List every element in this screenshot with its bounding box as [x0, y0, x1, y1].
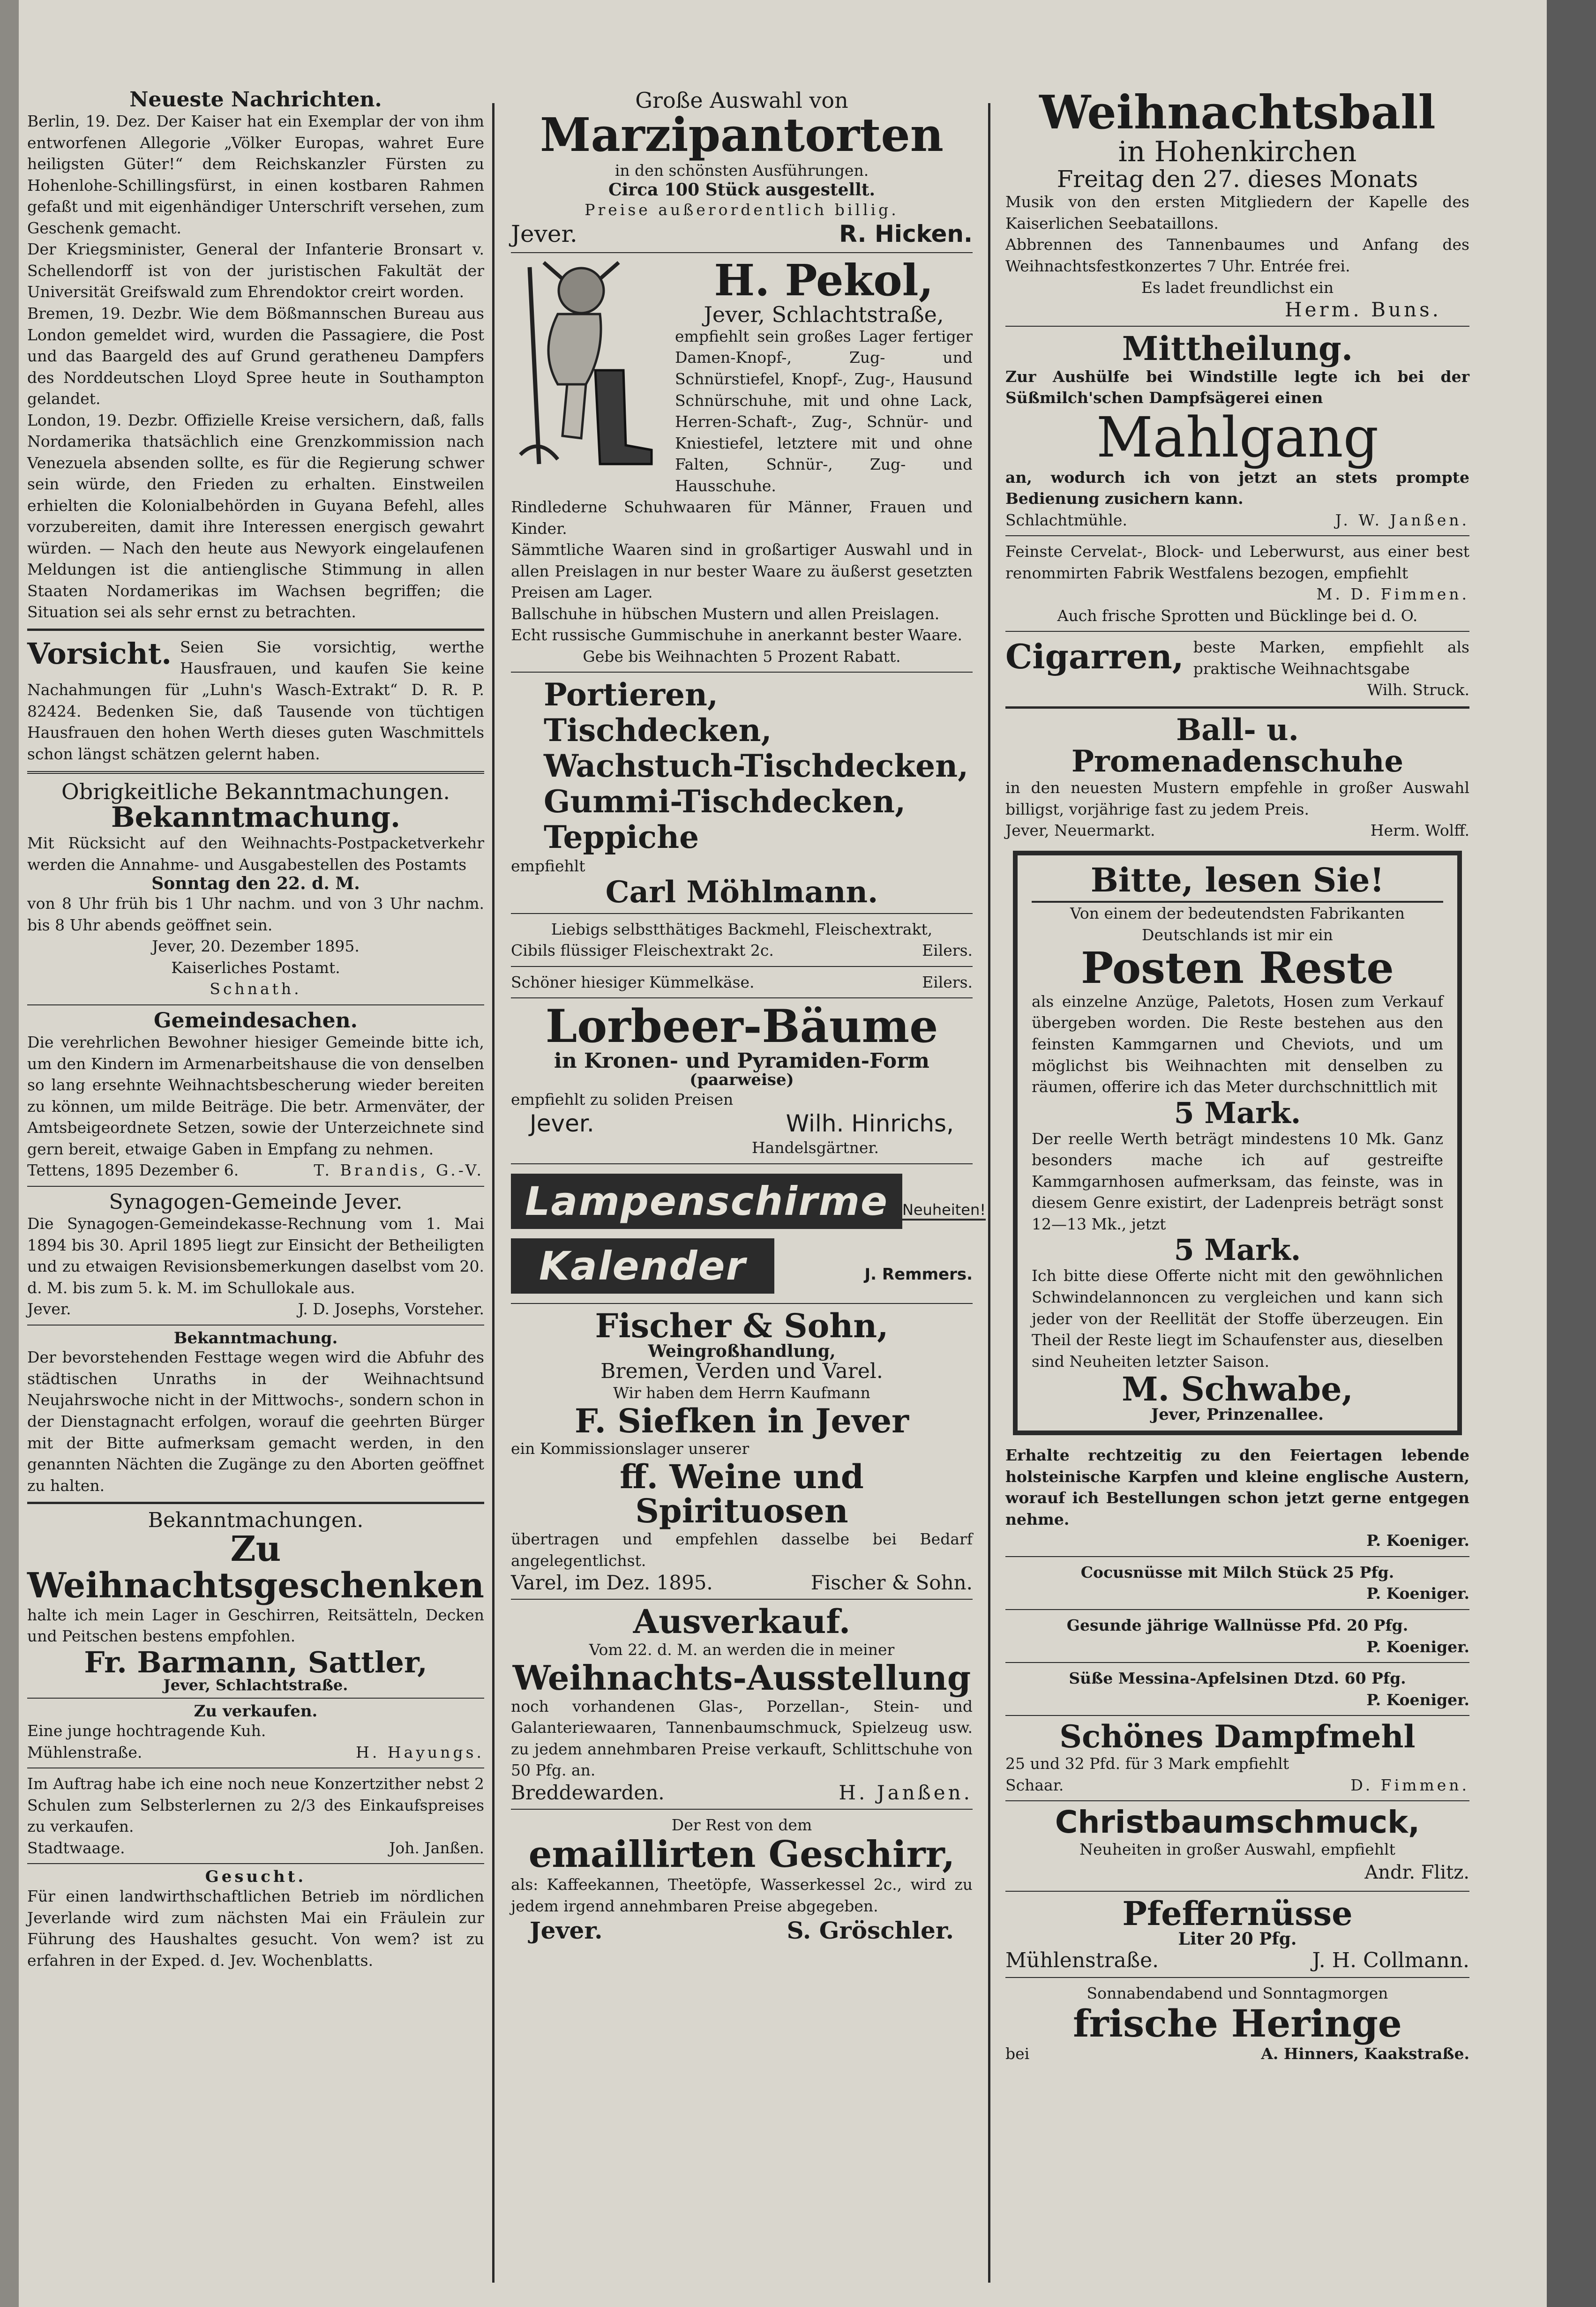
zu-verkaufen-text: Eine junge hochtragende Kuh.	[27, 1722, 266, 1740]
christbaumschmuck-signature: Andr. Flitz.	[1364, 1862, 1469, 1884]
portieren-empfiehlt: empfiehlt	[511, 856, 585, 875]
lorbeer-paarweise: (paarweise)	[689, 1071, 794, 1090]
column-rule-1	[492, 103, 495, 2283]
liebig-text: Cibils flüssiger Fleischextrakt 2c.	[511, 941, 774, 960]
divider	[1005, 535, 1469, 536]
mittheilung-text2: an, wodurch ich von jetzt an stets prompte Bedienung zusichern kann.	[1005, 468, 1469, 508]
pekol-para5: Gebe bis Weihnachten 5 Prozent Rabatt.	[583, 647, 901, 666]
christbaumschmuck-text: Neuheiten in großer Auswahl, empfiehlt	[1079, 1840, 1395, 1858]
pekol-heading: H. Pekol,	[714, 255, 934, 306]
cigarren-signature: Wilh. Struck.	[1367, 681, 1469, 699]
pfeffernuesse-heading: Pfeffernüsse	[1122, 1894, 1353, 1933]
bekanntmachungen-heading: Bekanntmachungen.	[148, 1508, 364, 1533]
dampfmehl-place: Schaar.	[1005, 1775, 1064, 1794]
divider	[511, 672, 973, 673]
divider	[511, 997, 973, 998]
bekanntmachung-hours: von 8 Uhr früh bis 1 Uhr nachm. und von 3 Uhr nachm. bis 8 Uhr abends geöffnet sein.	[27, 894, 484, 934]
synagogen-heading: Synagogen-Gemeinde Jever.	[109, 1190, 403, 1214]
news-bremen: Bremen, 19. Dezbr. Wie dem Bößmannschen Bureau aus London gemeldet wird, wurden die Passagiere, die Post und das Baargeld des auf Grund geratheneu Dampfers des Norddeutschen Lloyd Spree heute in Southampton gelandet.	[27, 304, 484, 408]
ad-vorsicht	[27, 637, 484, 764]
divider	[27, 1698, 484, 1699]
lorbeer-place: Jever.	[530, 1110, 594, 1138]
marzipan-intro: Große Auswahl von	[635, 88, 848, 113]
cervelat-text: Feinste Cervelat-, Block- und Leberwurst, aus einer best renommirten Fabrik Westfalens bezogen, empfiehlt	[1005, 542, 1469, 582]
ausverkauf-heading: Ausverkauf.	[633, 1602, 851, 1641]
fischer-text: übertragen und empfehlen dasselbe bei Bedarf angelegentlichst.	[511, 1529, 973, 1570]
column-right	[1005, 86, 1469, 2292]
divider	[511, 1809, 973, 1810]
lorbeer-heading: Lorbeer-Bäume	[545, 1000, 938, 1053]
divider	[27, 1004, 484, 1005]
fischer-intro: Wir haben dem Herrn Kaufmann	[613, 1384, 870, 1402]
weihnachtsball-place: in Hohenkirchen	[1118, 135, 1357, 168]
pekol-para3: Ballschuhe in hübschen Mustern und allen Preislagen.	[511, 604, 940, 623]
divider	[27, 629, 484, 631]
bekanntmachung-heading: Bekanntmachung.	[111, 801, 400, 834]
cherub-boot-illustration	[511, 258, 666, 473]
fischer-lager: ein Kommissionslager unserer	[511, 1439, 749, 1458]
divider	[511, 252, 973, 253]
liebig-line2	[511, 940, 973, 961]
vorsicht-text: Seien Sie vorsichtig, werthe Hausfrauen, und kaufen Sie keine Nachahmungen für „Luhn's Wasch-Extrakt“ D. R. P. 82424. Bedenken Sie, daß Tausende von tüchtigen Hausfrauen den hohen Werth dieses guten Waschmittels schon längst schätzen gelernt haben.	[27, 637, 484, 763]
weine-heading: ff. Weine und Spirituosen	[620, 1457, 864, 1531]
news-kriegsminister: Der Kriegsminister, General der Infanterie Bronsart v. Schellendorff ist von der juristischen Fakultät der Universität Greifswald zum Ehrendoktor creirt worden.	[27, 240, 484, 301]
zither-text: Im Auftrag habe ich eine noch neue Konzertzither nebst 2 Schulen zum Selbsterlernen zu 2/3 des Einkaufspreises zu verkaufen.	[27, 1775, 484, 1836]
weihnachtsball-signature: Herm. Buns.	[1285, 298, 1441, 322]
bitte-intro: Von einem der bedeutendsten Fabrikanten Deutschlands ist mir ein	[1070, 904, 1405, 944]
divider	[27, 1325, 484, 1326]
lorbeer-role: Handelsgärtner.	[751, 1139, 879, 1157]
mittheilung-footer	[1005, 509, 1469, 531]
heringe-intro: Sonnabendabend und Sonntagmorgen	[1086, 1984, 1388, 2002]
marzipan-footer	[511, 220, 973, 247]
fischer-place: Varel, im Dez. 1895.	[511, 1571, 713, 1595]
liebig-signature: Eilers.	[922, 941, 973, 960]
email-footer	[511, 1917, 973, 1944]
moehlmann-signature: Carl Möhlmann.	[605, 875, 878, 910]
divider	[1005, 706, 1469, 709]
marzipan-price: Preise außerordentlich billig.	[584, 200, 899, 219]
bekanntmachung-place-date: Jever, 20. Dezember 1895.	[152, 937, 360, 956]
syn-place: Jever.	[27, 1300, 71, 1318]
bekanntmachung2-heading: Bekanntmachung.	[173, 1328, 338, 1348]
synagogen-footer	[27, 1298, 484, 1320]
divider	[511, 1163, 973, 1164]
page-edge	[0, 0, 19, 2307]
posten-reste-heading: Posten Reste	[1081, 943, 1394, 994]
bekanntmachung-signature: Schnath.	[210, 980, 302, 998]
divider	[1005, 1891, 1469, 1892]
teppiche-item: Teppiche	[544, 819, 699, 855]
weihnachtsball-program: Abbrennen des Tannenbaumes und Anfang des Weihnachtsfestkonzertes 7 Uhr. Entrée frei.	[1005, 235, 1469, 275]
email-intro: Der Rest von dem	[671, 1815, 812, 1834]
bekanntmachung-text: Mit Rücksicht auf den Weihnachts-Postpacketverkehr werden die Annahme- und Ausgabestellen des Postamts	[27, 834, 484, 874]
lorbeer-empfiehlt: empfiehlt zu soliden Preisen	[511, 1090, 734, 1109]
dampfmehl-footer	[1005, 1775, 1469, 1796]
weihnachtsball-heading: Weihnachtsball	[1039, 86, 1436, 140]
christbaumschmuck-heading: Christbaumschmuck,	[1055, 1804, 1420, 1841]
cocos-signature: P. Koeniger.	[1366, 1584, 1469, 1603]
bitte-text: als einzelne Anzüge, Paletots, Hosen zum Verkauf übergeben worden. Die Reste bestehen aus den feinsten Kammgarnen und Cheviots, und um möglichst bis Weihnachten mit denselben zu räumen, offerire ich das Meter durchschnittlich mit	[1032, 992, 1443, 1096]
weihnachtsgeschenken-heading: Zu Weihnachtsgeschenken	[27, 1529, 484, 1606]
pfeffernuesse-signature: J. H. Collmann.	[1312, 1948, 1469, 1972]
gummi-item: Gummi-Tischdecken,	[544, 783, 906, 820]
ausverkauf-signature: H. Janßen.	[839, 1781, 973, 1804]
remmers-signature: J. Remmers.	[864, 1265, 973, 1284]
divider	[1005, 1977, 1469, 1978]
karpfen-text: Erhalte rechtzeitig zu den Feiertagen lebende holsteinische Karpfen und kleine englische Austern, worauf ich Bestellungen schon jetzt gerne entgegen nehme.	[1005, 1446, 1469, 1528]
weihnachtsball-invite: Es ladet freundlichst ein	[1141, 278, 1334, 297]
divider	[1005, 1662, 1469, 1663]
ballschuhe-text: in den neuesten Mustern empfehle in großer Auswahl billigst, vorjährige fast zu jedem Preis.	[1005, 779, 1469, 818]
divider	[1005, 1556, 1469, 1557]
fischer-signature: Fischer & Sohn.	[810, 1571, 973, 1595]
bekanntmachung-date: Sonntag den 22. d. M.	[151, 874, 360, 894]
mittheilung-text: Zur Aushülfe bei Windstille legte ich bei der Süßmilch'schen Dampfsägerei einen	[1005, 367, 1469, 407]
kalender-banner: Kalender	[511, 1238, 774, 1294]
pfeffernuesse-footer	[1005, 1948, 1469, 1972]
barmann-name: Fr. Barmann, Sattler,	[84, 1645, 427, 1679]
pekol-text: empfiehlt sein großes Lager fertiger Damen-Knopf-, Zug- und Schnürstiefel, Knopf-, Zug-, Hausund Schnürschuhe, mit und ohne Lack, Herren-Schaft-, Zug-, Schnür- und Kniestiefel, letztere mit und ohne Falten, Schnür-, Zug- und Hausschuhe.	[675, 327, 973, 495]
lampenschirme-row	[511, 1174, 986, 1229]
lorbeer-footer	[511, 1110, 973, 1137]
marzipan-count: Circa 100 Stück ausgestellt.	[608, 180, 876, 200]
verk-place: Mühlenstraße.	[27, 1743, 142, 1761]
bitte-lesen-box	[1013, 851, 1462, 1436]
ballschuhe-place: Jever, Neuermarkt.	[1005, 821, 1155, 840]
bekanntmachung2-text: Der bevorstehenden Festtage wegen wird die Abfuhr des städtischen Unraths in der Weihnachtsund Neujahrswoche nicht in der Mittwochs-, sondern schon in der Dienstagnacht erfolgen, worauf die geehrten Bürger mit der Bitte aufmerksam gemacht werden, in den genannten Nächten die Zugänge zu den Aborten geöffnet zu halten.	[27, 1348, 484, 1495]
email-heading: emaillirten Geschirr,	[528, 1833, 955, 1876]
heringe-footer	[1005, 2043, 1469, 2065]
pekol-para1: Rindlederne Schuhwaaren für Männer, Frauen und Kinder.	[511, 498, 973, 538]
vorsicht-heading: Vorsicht.	[27, 636, 172, 671]
email-place: Jever.	[530, 1917, 603, 1945]
divider	[1005, 1800, 1469, 1801]
ausverkauf-intro: Vom 22. d. M. an werden die in meiner	[589, 1640, 895, 1659]
mittheilung-signature: J. W. Janßen.	[1335, 510, 1469, 529]
verk-signature: H. Hayungs.	[356, 1743, 484, 1761]
cocos-text: Cocusnüsse mit Milch Stück 25 Pfg.	[1080, 1563, 1394, 1581]
wachstuch-item: Wachstuch-Tischdecken,	[544, 748, 969, 785]
divider	[1005, 631, 1469, 632]
ausverkauf-title: Weihnachts-Ausstellung	[512, 1658, 971, 1698]
heringe-bei: bei	[1005, 2045, 1030, 2063]
mittheilung-place: Schlachtmühle.	[1005, 510, 1127, 529]
price-5-mark-1: 5 Mark.	[1174, 1095, 1301, 1130]
zither-place: Stadtwaage.	[27, 1838, 125, 1857]
fischer-cities: Bremen, Verden und Varel.	[600, 1359, 883, 1384]
bitte-text2: Der reelle Werth beträgt mindestens 10 Mk. Ganz besonders mache ich auf gestreifte Kammgarnhosen aufmerksam, das feinste, was in diesem Genre existirt, der Ladenpreis beträgt sonst 12—13 Mk., jetzt	[1032, 1129, 1443, 1233]
zither-signature: Joh. Janßen.	[389, 1838, 484, 1857]
ausverkauf-place: Breddewarden.	[511, 1781, 665, 1804]
dampfmehl-heading: Schönes Dampfmehl	[1059, 1718, 1416, 1755]
gemeindesachen-text: Die verehrlichen Bewohner hiesiger Gemeinde bitte ich, um den Kindern im Armenarbeitshause die von denselben so lang ersehnte Weihnachtsbescherung wieder bereiten zu können, um milde Beiträge. Die betr. Armenväter, der Amtsbeigeordnete Setzen, sowie der Unterzeichnete sind gern bereit, etwaige Gaben in Empfang zu nehmen.	[27, 1033, 484, 1158]
wallnuesse-text: Gesunde jährige Wallnüsse Pfd. 20 Pfg.	[1066, 1616, 1409, 1634]
gemeindesachen-heading: Gemeindesachen.	[154, 1008, 358, 1033]
pfeffernuesse-place: Mühlenstraße.	[1005, 1948, 1159, 1972]
gem-date: Tettens, 1895 Dezember 6.	[27, 1161, 239, 1180]
gesucht-text: Für einen landwirthschaftlichen Betrieb im nördlichen Jeverlande wird zum nächsten Mai ein Fräulein zur Führung des Haushaltes gesucht. Von wem? ist zu erfahren in der Exped. d. Jev. Wochenblatts.	[27, 1887, 484, 1970]
email-text: als: Kaffeekannen, Theetöpfe, Wasserkessel 2c., wird zu jedem irgend annehmbaren Preise abgegeben.	[511, 1875, 973, 1915]
heringe-signature: A. Hinners, Kaakstraße.	[1261, 2045, 1469, 2063]
schwabe-name: M. Schwabe,	[1122, 1370, 1353, 1409]
mahlgang-heading: Mahlgang	[1096, 404, 1379, 470]
zu-verkaufen-heading: Zu verkaufen.	[194, 1702, 318, 1721]
bekanntmachung-office: Kaiserliches Postamt.	[171, 958, 340, 977]
divider	[27, 1502, 484, 1504]
gemeindesachen-footer	[27, 1160, 484, 1181]
divider	[511, 966, 973, 967]
zither-footer	[27, 1837, 484, 1859]
column-rule-2	[988, 103, 990, 2283]
heringe-heading: frische Heringe	[1073, 2001, 1402, 2046]
marzipan-signature: R. Hicken.	[839, 220, 973, 248]
cigarren-text: beste Marken, empfiehlt als praktische Weihnachtsgabe	[1193, 638, 1469, 678]
karpfen-signature: P. Koeniger.	[1366, 1531, 1469, 1550]
fischer-sub: Weingroßhandlung,	[648, 1341, 836, 1362]
marzipan-place: Jever.	[511, 220, 577, 248]
news-london: London, 19. Dezbr. Offizielle Kreise versichern, daß, falls Nordamerika thatsächlich eine Grenzkommission nach Venezuela absenden sollte, es für die Regierung schwer sein würde, den Frieden zu erhalten. Einstweilen erhielten die Kolonialbehörden in Guyana Befehl, alles vorzubereiten, damit ihre Interessen energisch gewahrt würden. — Nach den heute aus Newyork eingelaufenen Meldungen ist die antienglische Stimmung in allen Staaten Nordamerikas im Wachsen begriffen; die Situation sei als sehr ernst zu betrachten.	[27, 411, 484, 622]
zu-verkaufen-footer	[27, 1742, 484, 1763]
pekol-para4: Echt russische Gummischuhe in anerkannt bester Waare.	[511, 626, 962, 644]
ad-cigarren	[1005, 637, 1469, 701]
divider	[511, 1599, 973, 1600]
pfeffernuesse-price: Liter 20 Pfg.	[1178, 1929, 1297, 1949]
kuemmel-line	[511, 972, 973, 993]
syn-signature: J. D. Josephs, Vorsteher.	[298, 1300, 484, 1318]
ausverkauf-footer	[511, 1781, 973, 1804]
price-5-mark-2: 5 Mark.	[1174, 1233, 1301, 1267]
synagogen-text: Die Synagogen-Gemeindekasse-Rechnung vom 1. Mai 1894 bis 30. April 1895 liegt zur Einsicht der Betheiligten und zu etwaigen Revisionsbemerkungen daselbst vom 20. d. M. bis zum 5. k. M. im Schullokale aus.	[27, 1214, 484, 1297]
marzipan-heading: Marzipantorten	[540, 108, 944, 163]
lampenschirme-banner: Lampenschirme	[511, 1174, 902, 1229]
weihnachtsgeschenken-text: halte ich mein Lager in Geschirren, Reitsätteln, Decken und Peitschen bestens empfohlen.	[27, 1605, 484, 1646]
ballschuhe-heading: Ball- u. Promenadenschuhe	[1071, 712, 1404, 779]
column-middle	[511, 88, 986, 2292]
divider	[27, 771, 484, 774]
email-signature: S. Gröschler.	[787, 1917, 954, 1945]
weihnachtsball-music: Musik von den ersten Mitgliedern der Kapelle des Kaiserlichen Seebataillons.	[1005, 193, 1469, 232]
divider	[27, 1863, 484, 1864]
cervelat-signature: M. D. Fimmen.	[1316, 585, 1469, 604]
portieren-list	[511, 677, 973, 855]
divider	[511, 1303, 973, 1304]
weihnachtsball-date: Freitag den 27. dieses Monats	[1057, 165, 1418, 193]
kuemmel-text: Schöner hiesiger Kümmelkäse.	[511, 973, 755, 991]
lorbeer-sub: in Kronen- und Pyramiden-Form	[554, 1049, 929, 1073]
divider	[1005, 326, 1469, 327]
ad-pekol	[511, 255, 973, 667]
portieren-item: Portieren,	[544, 676, 718, 713]
divider	[1005, 1609, 1469, 1610]
schwabe-address: Jever, Prinzenallee.	[1151, 1405, 1324, 1424]
marzipan-sub: in den schönsten Ausführungen.	[614, 161, 869, 180]
mittheilung-heading: Mittheilung.	[1122, 329, 1353, 368]
ballschuhe-signature: Herm. Wolff.	[1370, 821, 1469, 840]
column-left	[27, 89, 484, 2292]
pekol-address: Jever, Schlachtstraße,	[704, 301, 944, 327]
lorbeer-signature: Wilh. Hinrichs,	[786, 1110, 954, 1138]
cervelat-text2: Auch frische Sprotten und Bücklinge bei d. O.	[1057, 606, 1418, 625]
tischdecken-item: Tischdecken,	[544, 712, 772, 749]
divider	[27, 1186, 484, 1187]
apfelsinen-signature: P. Koeniger.	[1366, 1690, 1469, 1709]
fischer-footer	[511, 1571, 973, 1594]
liebig-line1: Liebigs selbstthätiges Backmehl, Fleischextrakt,	[551, 920, 933, 938]
dampfmehl-text: 25 und 32 Pfd. für 3 Mark empfiehlt	[1005, 1754, 1289, 1773]
kalender-row	[511, 1238, 973, 1294]
fischer-heading: Fischer & Sohn,	[595, 1306, 889, 1345]
siefken-name: F. Siefken in Jever	[574, 1401, 909, 1440]
cigarren-heading: Cigarren,	[1005, 637, 1184, 677]
official-notices-heading: Obrigkeitliche Bekanntmachungen.	[61, 779, 450, 805]
divider	[1005, 1715, 1469, 1716]
gesucht-heading: Gesucht.	[205, 1867, 307, 1887]
news-berlin: Berlin, 19. Dez. Der Kaiser hat ein Exemplar der von ihm entworfenen Allegorie „Völker Europas, wahret Eure heiligsten Güter!“ dem Reichskanzler Fürsten zu Hohenlohe-Schillingsfürst, in einen kostbaren Rahmen gefaßt und mit eigenhändiger Unterschrift versehen, zum Geschenk gemacht.	[27, 112, 484, 237]
apfelsinen-text: Süße Messina-Apfelsinen Dtzd. 60 Pfg.	[1069, 1669, 1406, 1688]
divider	[511, 913, 973, 914]
bitte-heading: Bitte, lesen Sie!	[1032, 863, 1443, 903]
bitte-text3: Ich bitte diese Offerte nicht mit den gewöhnlichen Schwindelannoncen zu vergleichen und kann sich jeder von der Reellität der Stoffe überzeugen. Ein Theil der Reste liegt im Schaufenster aus, dieselben sind Neuheiten letzter Saison.	[1032, 1266, 1443, 1371]
kuemmel-signature: Eilers.	[922, 973, 973, 991]
ausverkauf-text: noch vorhandenen Glas-, Porzellan-, Stein- und Galanteriewaaren, Tannenbaumschmuck, Spielzeug usw. zu jedem annehmbaren Preise verkauft, Schlittschuhe von 50 Pfg. an.	[511, 1697, 973, 1780]
wallnuesse-signature: P. Koeniger.	[1366, 1637, 1469, 1656]
ballschuhe-footer	[1005, 820, 1469, 841]
dampfmehl-signature: D. Fimmen.	[1350, 1775, 1469, 1794]
pekol-para2: Sämmtliche Waaren sind in großartiger Auswahl und in allen Preislagen in nur bester Waare zu äußerst gesetzten Preisen am Lager.	[511, 540, 973, 602]
gem-signature: T. Brandis, G.-V.	[314, 1161, 484, 1180]
neuheiten-label: Neuheiten!	[902, 1201, 986, 1221]
news-heading: Neueste Nachrichten.	[129, 88, 382, 112]
barmann-address: Jever, Schlachtstraße.	[163, 1676, 348, 1694]
